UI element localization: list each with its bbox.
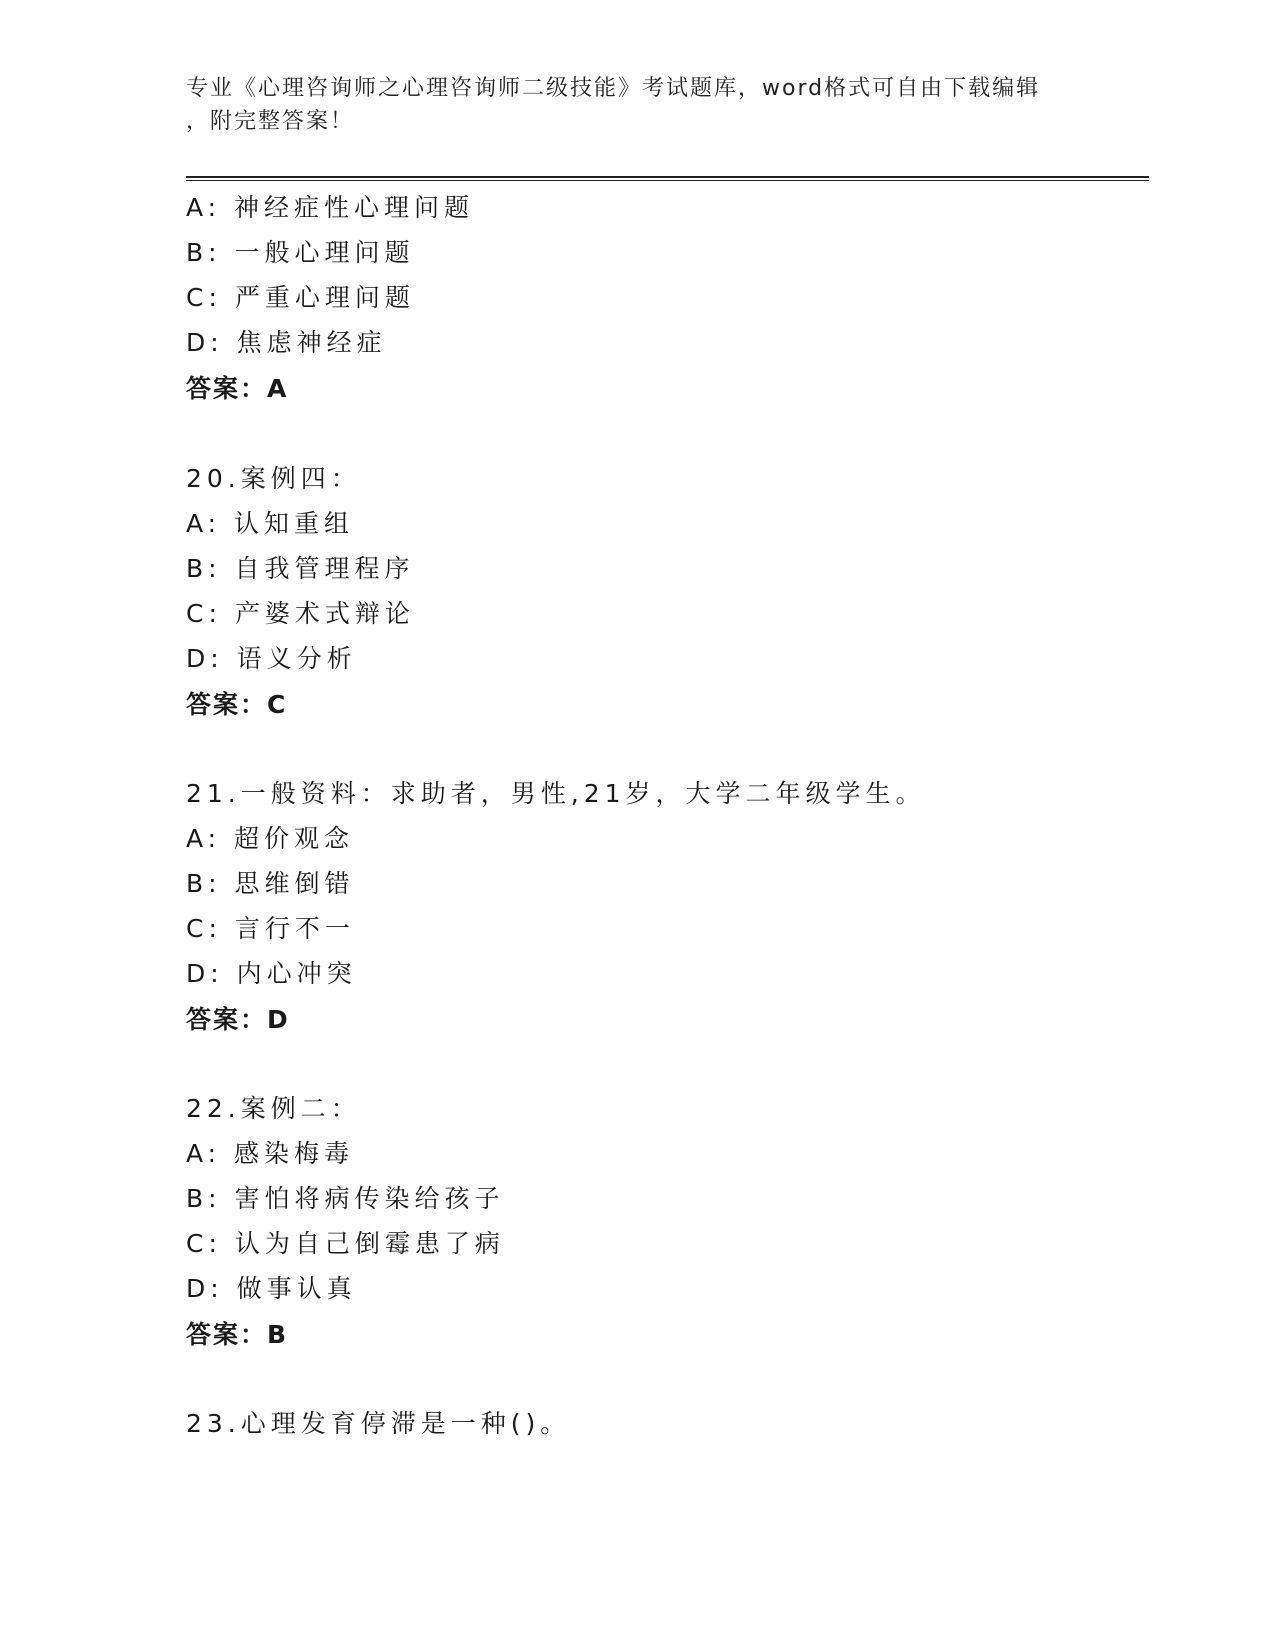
option-b: B: 思维倒错 xyxy=(186,869,355,898)
option-d: D: 焦虑神经症 xyxy=(186,328,387,357)
answer-line: 答案：D xyxy=(186,1005,290,1034)
option-a: A: 神经症性心理问题 xyxy=(186,193,475,222)
answer-line: 答案：A xyxy=(186,374,289,403)
option-c: C: 严重心理问题 xyxy=(186,283,415,312)
question-stem: 21.一般资料：求助者，男性,21岁，大学二年级学生。 xyxy=(186,779,926,808)
option-b: B: 害怕将病传染给孩子 xyxy=(186,1184,505,1213)
option-a: A: 认知重组 xyxy=(186,509,355,538)
question-stem: 20.案例四： xyxy=(186,464,361,493)
answer-line: 答案：C xyxy=(186,690,288,719)
option-d: D: 做事认真 xyxy=(186,1274,357,1303)
question-stem: 23.心理发育停滞是一种()。 xyxy=(186,1409,571,1438)
document-header xyxy=(186,72,1076,138)
option-c: C: 认为自己倒霉患了病 xyxy=(186,1229,505,1258)
header-line-1: 专业《心理咨询师之心理咨询师二级技能》考试题库，word格式可自由下载编辑 xyxy=(186,76,1041,101)
header-divider xyxy=(186,176,1149,181)
option-d: D: 语义分析 xyxy=(186,644,357,673)
option-b: B: 自我管理程序 xyxy=(186,554,415,583)
option-a: A: 感染梅毒 xyxy=(186,1139,355,1168)
option-c: C: 产婆术式辩论 xyxy=(186,599,415,628)
option-d: D: 内心冲突 xyxy=(186,959,357,988)
option-b: B: 一般心理问题 xyxy=(186,238,415,267)
answer-line: 答案：B xyxy=(186,1320,289,1349)
question-stem: 22.案例二： xyxy=(186,1094,361,1123)
option-a: A: 超价观念 xyxy=(186,824,355,853)
option-c: C: 言行不一 xyxy=(186,914,355,943)
header-line-2: ，附完整答案！ xyxy=(186,109,355,134)
